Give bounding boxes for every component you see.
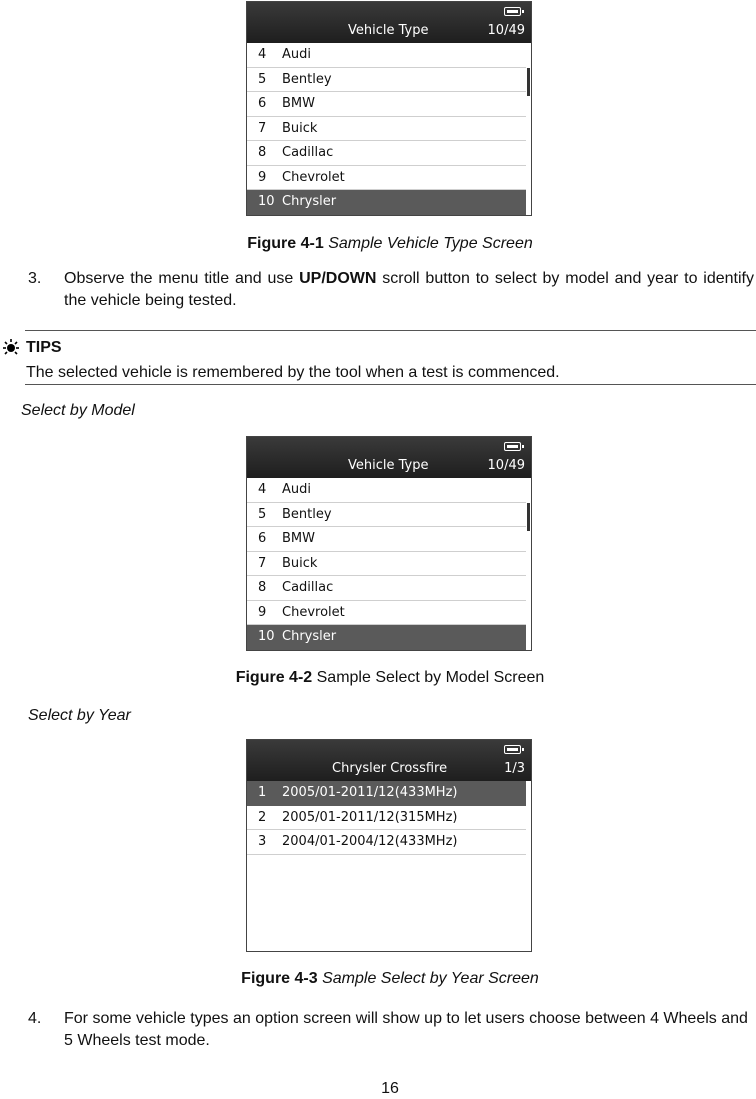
screen-title: Chrysler Crossfire [332,761,448,776]
item-counter: 10/49 [487,458,525,473]
list-item-selected[interactable]: 10 Chrysler [247,190,526,215]
scrollbar[interactable] [527,68,530,96]
list-item[interactable]: 3 2004/01-2004/12(433MHz) [247,830,526,855]
battery-icon [504,442,521,451]
list-item[interactable]: 6 BMW [247,92,526,117]
scrollbar[interactable] [527,503,530,531]
battery-icon [504,745,521,754]
list-item[interactable]: 9 Chevrolet [247,166,526,191]
tips-body: The selected vehicle is remembered by the tool when a test is commenced. [26,364,560,381]
tips-top-rule [25,330,756,331]
lightbulb-icon [1,338,21,358]
figure-caption: Figure 4-1 Sample Vehicle Type Screen [247,235,533,252]
list-item-selected[interactable]: 1 2005/01-2011/12(433MHz) [247,781,526,806]
step-number: 4. [28,1010,42,1027]
select-by-year-screen [246,739,532,952]
screen-title: Vehicle Type [348,458,429,473]
step-number: 3. [28,270,42,287]
list-item[interactable]: 7 Buick [247,552,526,577]
item-counter: 10/49 [487,23,525,38]
tips-bottom-rule [25,384,756,385]
item-counter: 1/3 [504,761,525,776]
list-item[interactable]: 2 2005/01-2011/12(315MHz) [247,806,526,831]
vehicle-type-screen [246,1,532,216]
list-item[interactable]: 5 Bentley [247,68,526,93]
select-by-model-screen [246,436,532,651]
list-item[interactable]: 4 Audi [247,478,526,503]
figure-caption: Figure 4-3 Sample Select by Year Screen [241,970,539,987]
screen-title-bar [247,437,531,478]
list-item-selected[interactable]: 10 Chrysler [247,625,526,650]
section-heading: Select by Year [28,707,131,724]
list-item[interactable]: 6 BMW [247,527,526,552]
figure-caption: Figure 4-2 Sample Select by Model Screen [235,669,545,686]
list-item[interactable]: 4 Audi [247,43,526,68]
step-text: For some vehicle types an option screen will show up to let users choose between 4 Wheels and 5 Wheels test mode. [64,1010,748,1049]
battery-icon [504,7,521,16]
list-item[interactable]: 9 Chevrolet [247,601,526,626]
screen-title: Vehicle Type [348,23,429,38]
step-text: Observe the menu title and use UP/DOWN scroll button to select by model and year to identify the vehicle being tested. [64,270,754,309]
page-number: 16 [381,1080,399,1097]
list-item[interactable]: 7 Buick [247,117,526,142]
screen-title-bar [247,740,531,781]
list-item[interactable]: 5 Bentley [247,503,526,528]
screen-title-bar [247,2,531,43]
tips-heading: TIPS [26,339,62,356]
list-item[interactable]: 8 Cadillac [247,576,526,601]
section-heading: Select by Model [21,402,135,419]
list-item[interactable]: 8 Cadillac [247,141,526,166]
